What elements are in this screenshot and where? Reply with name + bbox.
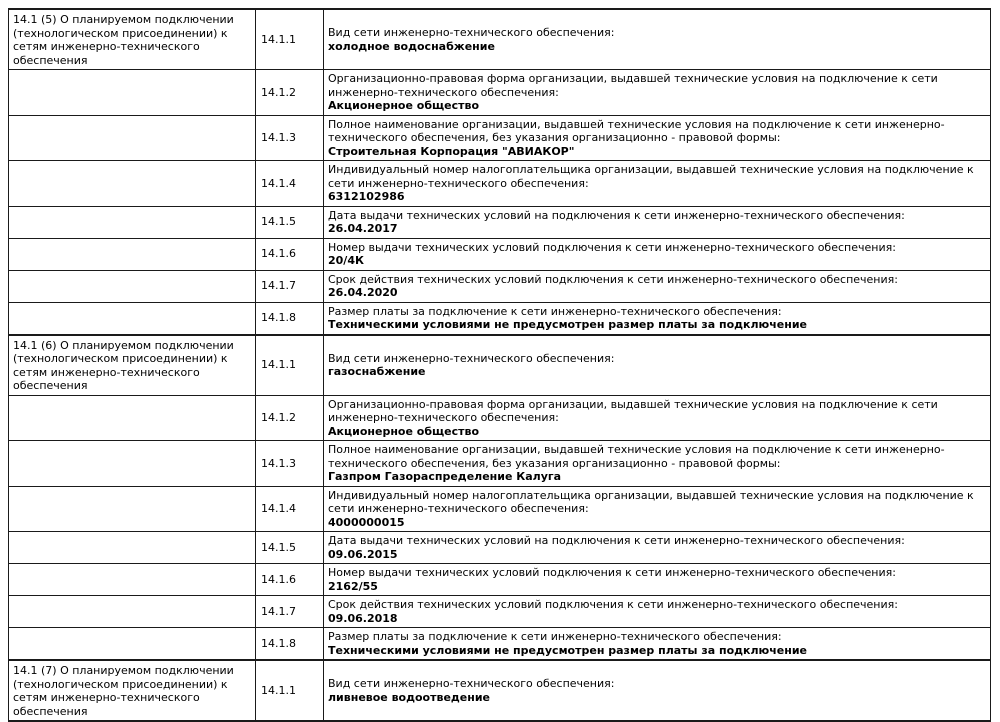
row-code: 14.1.7	[256, 596, 324, 628]
section-header-empty-cell	[9, 532, 256, 564]
row-code: 14.1.3	[256, 441, 324, 487]
row-code: 14.1.1	[256, 9, 324, 70]
field-label: Организационно-правовая форма организации, выдавшей технические условия на подключение к сети инженерно-технического обеспечения:	[328, 72, 938, 99]
field-label: Организационно-правовая форма организации, выдавшей технические условия на подключение к сети инженерно-технического обеспечения:	[328, 397, 938, 424]
row-code: 14.1.4	[256, 486, 324, 532]
table-body	[9, 9, 991, 721]
section-header-empty-cell	[9, 596, 256, 628]
table-row	[9, 596, 991, 628]
row-content-cell	[324, 115, 991, 161]
row-content-cell	[324, 70, 991, 116]
row-code: 14.1.2	[256, 70, 324, 116]
row-content-cell	[324, 628, 991, 661]
row-content-cell	[324, 335, 991, 396]
field-value: 26.04.2020	[328, 286, 398, 299]
section-header-empty-cell	[9, 628, 256, 661]
table-row	[9, 9, 991, 70]
row-code: 14.1.5	[256, 206, 324, 238]
field-label: Полное наименование организации, выдавшей технические условия на подключение к сети инженерно-технического обеспечения, без указания организационно - правовой формы:	[328, 443, 945, 470]
field-label: Дата выдачи технических условий на подключения к сети инженерно-технического обеспечения:	[328, 534, 905, 547]
row-content-cell	[324, 238, 991, 270]
table-row	[9, 395, 991, 441]
row-content-cell	[324, 441, 991, 487]
field-label: Вид сети инженерно-технического обеспечения:	[328, 351, 615, 365]
section-header-empty-cell	[9, 238, 256, 270]
field-value: 09.06.2018	[328, 611, 398, 625]
row-code: 14.1.2	[256, 395, 324, 441]
row-content-cell	[324, 270, 991, 302]
table-row	[9, 335, 991, 396]
field-value: 20/4К	[328, 254, 364, 267]
field-value: холодное водоснабжение	[328, 39, 495, 53]
table-row	[9, 302, 991, 335]
table-row	[9, 161, 991, 207]
row-content-cell	[324, 9, 991, 70]
table-row	[9, 238, 991, 270]
row-code: 14.1.6	[256, 564, 324, 596]
field-label: Индивидуальный номер налогоплательщика организации, выдавшей технические условия на подключение к сети инженерно-технического обеспечения:	[328, 488, 974, 515]
section-header-empty-cell	[9, 302, 256, 335]
row-code: 14.1.5	[256, 532, 324, 564]
row-code: 14.1.6	[256, 238, 324, 270]
field-value: 09.06.2015	[328, 547, 398, 561]
table-row	[9, 115, 991, 161]
section-header-empty-cell	[9, 441, 256, 487]
row-code: 14.1.8	[256, 628, 324, 661]
field-label: Вид сети инженерно-технического обеспечения:	[328, 26, 615, 39]
row-code: 14.1.8	[256, 302, 324, 335]
field-label: Срок действия технических условий подключения к сети инженерно-технического обеспечения:	[328, 272, 898, 286]
section-header-empty-cell	[9, 270, 256, 302]
row-code: 14.1.1	[256, 335, 324, 396]
field-value: Строительная Корпорация "АВИАКОР"	[328, 144, 575, 158]
table-row	[9, 206, 991, 238]
table-row	[9, 628, 991, 661]
table-row	[9, 486, 991, 532]
field-label: Размер платы за подключение к сети инженерно-технического обеспечения:	[328, 304, 782, 318]
field-value: газоснабжение	[328, 365, 426, 378]
section-header-empty-cell	[9, 564, 256, 596]
field-value: Техническими условиями не предусмотрен размер платы за подключение	[328, 643, 808, 657]
section-header-empty-cell	[9, 395, 256, 441]
row-content-cell	[324, 532, 991, 564]
field-value: Акционерное общество	[328, 424, 480, 438]
table-row	[9, 564, 991, 596]
field-value: 2162/55	[328, 579, 378, 593]
field-label: Срок действия технических условий подключения к сети инженерно-технического обеспечения:	[328, 598, 898, 611]
field-value: 4000000015	[328, 515, 405, 529]
field-value: 6312102986	[328, 190, 405, 203]
field-label: Дата выдачи технических условий на подключения к сети инженерно-технического обеспечения:	[328, 208, 905, 222]
field-value: 26.04.2017	[328, 222, 398, 235]
field-label: Размер платы за подключение к сети инженерно-технического обеспечения:	[328, 630, 782, 643]
section-header-empty-cell	[9, 161, 256, 207]
field-label: Номер выдачи технических условий подключения к сети инженерно-технического обеспечения:	[328, 566, 896, 579]
row-content-cell	[324, 302, 991, 335]
field-value: Акционерное общество	[328, 99, 480, 112]
section-header-empty-cell	[9, 70, 256, 116]
field-label: Номер выдачи технических условий подключения к сети инженерно-технического обеспечения:	[328, 240, 896, 254]
table-row	[9, 441, 991, 487]
table-row	[9, 532, 991, 564]
row-content-cell	[324, 596, 991, 628]
table-row	[9, 660, 991, 721]
utility-connection-table	[8, 8, 991, 722]
row-content-cell	[324, 660, 991, 721]
row-content-cell	[324, 206, 991, 238]
field-label: Индивидуальный номер налогоплательщика организации, выдавшей технические условия на подключение к сети инженерно-технического обеспечения:	[328, 163, 974, 190]
row-code: 14.1.3	[256, 115, 324, 161]
section-header-empty-cell	[9, 486, 256, 532]
field-value: Газпром Газораспределение Калуга	[328, 470, 562, 483]
section-header-cell: 14.1 (6) О планируемом подключении (технологическом присоединении) к сетям инженерно-технического обеспечения	[9, 335, 256, 396]
section-header-empty-cell	[9, 206, 256, 238]
row-code: 14.1.4	[256, 161, 324, 207]
row-code: 14.1.1	[256, 660, 324, 721]
field-value: ливневое водоотведение	[328, 690, 491, 704]
field-label: Полное наименование организации, выдавшей технические условия на подключение к сети инженерно-технического обеспечения, без указания организационно - правовой формы:	[328, 117, 945, 144]
row-content-cell	[324, 486, 991, 532]
row-content-cell	[324, 564, 991, 596]
field-label: Вид сети инженерно-технического обеспечения:	[328, 677, 615, 690]
table-row	[9, 70, 991, 116]
section-header-empty-cell	[9, 115, 256, 161]
section-header-cell: 14.1 (7) О планируемом подключении (технологическом присоединении) к сетям инженерно-технического обеспечения	[9, 660, 256, 721]
field-value: Техническими условиями не предусмотрен размер платы за подключение	[328, 318, 808, 331]
table-row	[9, 270, 991, 302]
row-content-cell	[324, 161, 991, 207]
row-code: 14.1.7	[256, 270, 324, 302]
row-content-cell	[324, 395, 991, 441]
section-header-cell: 14.1 (5) О планируемом подключении (технологическом присоединении) к сетям инженерно-технического обеспечения	[9, 9, 256, 70]
